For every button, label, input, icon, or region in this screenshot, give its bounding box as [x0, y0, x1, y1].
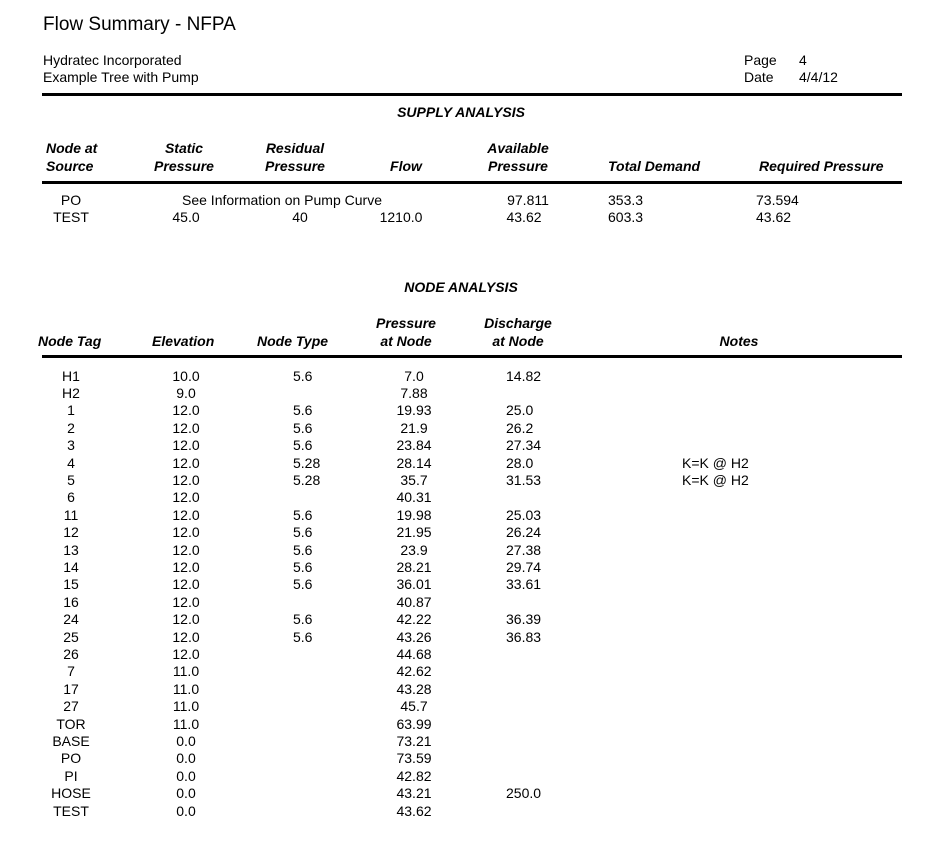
- node-tag: 27: [63, 698, 79, 715]
- node-elevation: 12.0: [172, 471, 200, 488]
- node-tag: H2: [62, 384, 80, 401]
- node-row: [0, 576, 943, 593]
- node-elevation: 12.0: [172, 489, 200, 506]
- node-row: [0, 472, 943, 489]
- project-name: Example Tree with Pump: [43, 69, 199, 85]
- node-elevation: 0.0: [176, 802, 196, 819]
- node-elevation: 12.0: [172, 506, 200, 523]
- node-discharge: 250.0: [506, 785, 542, 802]
- node-row: [0, 803, 943, 820]
- node-pressure: 42.82: [396, 767, 432, 784]
- node-tag: 15: [63, 576, 79, 593]
- node-pressure: 7.88: [400, 384, 428, 401]
- node-tag: 5: [67, 471, 75, 488]
- node-elevation: 12.0: [172, 558, 200, 575]
- node-elevation: 12.0: [172, 611, 200, 628]
- node-header-divider: [42, 355, 902, 358]
- node-type: 5.6: [293, 558, 313, 575]
- node-row: [0, 663, 943, 680]
- node-row: [0, 507, 943, 524]
- supply-row: [0, 192, 943, 209]
- node-header-notes: Notes: [719, 333, 759, 349]
- supply-total-demand: 603.3: [608, 209, 644, 225]
- node-analysis-title: NODE ANALYSIS: [404, 279, 518, 295]
- node-elevation: 10.0: [172, 367, 200, 384]
- node-elevation: 0.0: [176, 767, 196, 784]
- node-pressure: 43.26: [396, 628, 432, 645]
- node-header-elevation: Elevation: [152, 333, 215, 349]
- node-header-pressure: Pressure at Node: [376, 315, 436, 349]
- node-elevation: 12.0: [172, 541, 200, 558]
- supply-static: 45.0: [172, 209, 200, 225]
- node-type: 5.6: [293, 541, 313, 558]
- node-elevation: 11.0: [172, 680, 200, 697]
- supply-header-available: Available Pressure: [487, 140, 549, 174]
- node-row: [0, 698, 943, 715]
- node-tag: 3: [67, 437, 75, 454]
- node-pressure: 42.22: [396, 611, 432, 628]
- supply-header-divider: [42, 181, 902, 184]
- node-elevation: 12.0: [172, 524, 200, 541]
- node-discharge: 31.53: [506, 471, 542, 488]
- node-row: [0, 594, 943, 611]
- node-pressure: 63.99: [396, 715, 432, 732]
- node-type: 5.6: [293, 402, 313, 419]
- node-type: 5.6: [293, 524, 313, 541]
- node-elevation: 12.0: [172, 419, 200, 436]
- supply-required: 73.594: [756, 192, 799, 208]
- node-tag: 13: [63, 541, 79, 558]
- node-type: 5.6: [293, 437, 313, 454]
- node-pressure: 73.21: [396, 732, 432, 749]
- node-tag: 17: [63, 680, 79, 697]
- node-discharge: 27.38: [506, 541, 542, 558]
- node-pressure: 28.21: [396, 558, 432, 575]
- node-pressure: 19.98: [396, 506, 432, 523]
- node-type: 5.6: [293, 628, 313, 645]
- node-type: 5.28: [293, 471, 321, 488]
- node-row: [0, 420, 943, 437]
- node-row: [0, 542, 943, 559]
- node-tag: 24: [63, 611, 79, 628]
- node-elevation: 12.0: [172, 576, 200, 593]
- node-tag: BASE: [52, 732, 90, 749]
- node-type: 5.28: [293, 454, 321, 471]
- node-tag: H1: [62, 367, 80, 384]
- node-notes: K=K @ H2: [682, 454, 749, 471]
- node-row: [0, 489, 943, 506]
- node-tag: 1: [67, 402, 75, 419]
- node-tag: 7: [67, 663, 75, 680]
- node-pressure: 40.87: [396, 593, 432, 610]
- node-tag: TEST: [53, 802, 89, 819]
- node-row: [0, 437, 943, 454]
- node-elevation: 11.0: [172, 663, 200, 680]
- node-elevation: 12.0: [172, 454, 200, 471]
- node-row: [0, 385, 943, 402]
- node-pressure: 28.14: [396, 454, 432, 471]
- supply-header-total-demand: Total Demand: [608, 158, 701, 174]
- node-pressure: 42.62: [396, 663, 432, 680]
- node-discharge: 27.34: [506, 437, 542, 454]
- node-elevation: 12.0: [172, 593, 200, 610]
- node-discharge: 36.39: [506, 611, 542, 628]
- node-pressure: 43.21: [396, 785, 432, 802]
- node-row: [0, 750, 943, 767]
- node-header-type: Node Type: [257, 333, 329, 349]
- node-discharge: 29.74: [506, 558, 542, 575]
- node-row: [0, 733, 943, 750]
- node-type: 5.6: [293, 367, 313, 384]
- node-elevation: 9.0: [176, 384, 196, 401]
- node-elevation: 12.0: [172, 437, 200, 454]
- node-pressure: 43.62: [396, 802, 432, 819]
- date-label: Date: [744, 69, 774, 85]
- node-pressure: 43.28: [396, 680, 432, 697]
- node-discharge: 14.82: [506, 367, 542, 384]
- node-tag: 26: [63, 645, 79, 662]
- node-discharge: 25.0: [506, 402, 534, 419]
- node-tag: 2: [67, 419, 75, 436]
- node-row: [0, 611, 943, 628]
- supply-available: 43.62: [506, 209, 542, 225]
- node-row: [0, 402, 943, 419]
- supply-required: 43.62: [756, 209, 792, 225]
- supply-pump-note: See Information on Pump Curve: [182, 192, 382, 208]
- node-pressure: 23.84: [396, 437, 432, 454]
- supply-header-static: Static Pressure: [154, 140, 214, 174]
- node-tag: 25: [63, 628, 79, 645]
- node-row: [0, 455, 943, 472]
- node-pressure: 40.31: [396, 489, 432, 506]
- supply-node: TEST: [53, 209, 89, 225]
- node-type: 5.6: [293, 506, 313, 523]
- node-elevation: 11.0: [172, 715, 200, 732]
- node-elevation: 12.0: [172, 645, 200, 662]
- node-pressure: 73.59: [396, 750, 432, 767]
- node-elevation: 0.0: [176, 785, 196, 802]
- node-tag: TOR: [56, 715, 86, 732]
- node-discharge: 25.03: [506, 506, 542, 523]
- page-number: 4: [799, 52, 807, 68]
- node-notes: K=K @ H2: [682, 471, 749, 488]
- node-elevation: 0.0: [176, 732, 196, 749]
- supply-available: 97.811: [507, 192, 549, 208]
- node-elevation: 12.0: [172, 628, 200, 645]
- node-elevation: 0.0: [176, 750, 196, 767]
- node-pressure: 35.7: [400, 471, 428, 488]
- node-elevation: 11.0: [172, 698, 200, 715]
- report-title: Flow Summary - NFPA: [43, 14, 236, 35]
- node-row: [0, 785, 943, 802]
- node-row: [0, 681, 943, 698]
- node-tag: 14: [63, 558, 79, 575]
- supply-header-residual: Residual Pressure: [265, 140, 325, 174]
- node-discharge: 26.2: [506, 419, 534, 436]
- node-pressure: 7.0: [404, 367, 424, 384]
- node-tag: 11: [63, 506, 79, 523]
- node-tag: 16: [63, 593, 79, 610]
- node-type: 5.6: [293, 611, 313, 628]
- node-pressure: 44.68: [396, 645, 432, 662]
- header-divider: [42, 93, 902, 96]
- supply-header-node: Node at Source: [46, 140, 98, 174]
- node-discharge: 26.24: [506, 524, 542, 541]
- node-tag: 6: [67, 489, 75, 506]
- node-row: [0, 368, 943, 385]
- node-row: [0, 524, 943, 541]
- supply-flow: 1210.0: [379, 209, 423, 225]
- node-discharge: 33.61: [506, 576, 542, 593]
- supply-total-demand: 353.3: [608, 192, 644, 208]
- node-type: 5.6: [293, 419, 313, 436]
- node-tag: PO: [60, 750, 82, 767]
- supply-node: PO: [60, 192, 82, 208]
- page-label: Page: [744, 52, 777, 68]
- node-row: [0, 646, 943, 663]
- node-tag: 12: [63, 524, 79, 541]
- node-pressure: 45.7: [400, 698, 428, 715]
- node-pressure: 21.95: [396, 524, 432, 541]
- report-date: 4/4/12: [799, 69, 838, 85]
- node-tag: PI: [64, 767, 78, 784]
- node-pressure: 19.93: [396, 402, 432, 419]
- supply-analysis-title: SUPPLY ANALYSIS: [397, 104, 525, 120]
- node-header-tag: Node Tag: [38, 333, 102, 349]
- company-name: Hydratec Incorporated: [43, 52, 182, 68]
- node-row: [0, 629, 943, 646]
- node-header-discharge: Discharge at Node: [484, 315, 552, 349]
- node-discharge: 36.83: [506, 628, 542, 645]
- supply-header-flow: Flow: [390, 158, 422, 174]
- node-tag: HOSE: [51, 785, 91, 802]
- node-row: [0, 768, 943, 785]
- supply-header-required-pressure: Required Pressure: [759, 158, 884, 174]
- node-row: [0, 559, 943, 576]
- supply-residual: 40: [292, 209, 308, 225]
- node-elevation: 12.0: [172, 402, 200, 419]
- node-row: [0, 716, 943, 733]
- node-type: 5.6: [293, 576, 313, 593]
- node-pressure: 36.01: [396, 576, 432, 593]
- node-pressure: 23.9: [400, 541, 428, 558]
- node-pressure: 21.9: [400, 419, 428, 436]
- node-tag: 4: [67, 454, 75, 471]
- supply-row: [0, 209, 943, 226]
- node-discharge: 28.0: [506, 454, 534, 471]
